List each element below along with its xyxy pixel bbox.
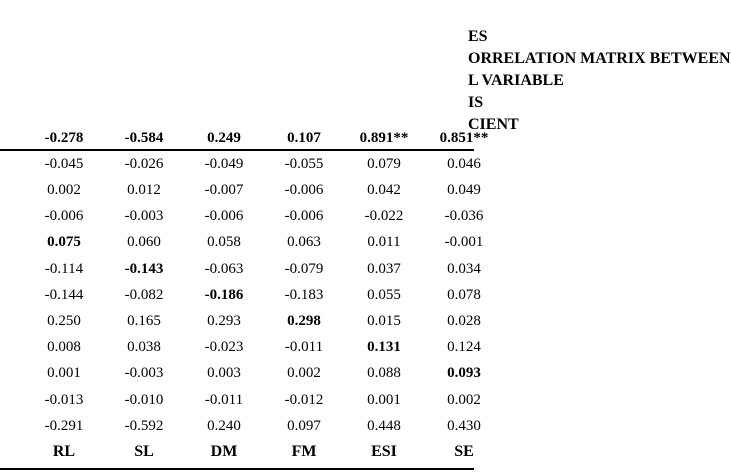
table-cell: 0.001: [367, 391, 401, 408]
table-cell: -0.079: [284, 260, 324, 277]
table-cell: 0.038: [127, 339, 161, 356]
table-cell: 0.079: [367, 155, 401, 172]
table-cell: -0.144: [44, 286, 84, 303]
caption-line: IS: [468, 93, 484, 111]
table-cell: -0.291: [44, 417, 84, 434]
table-cell: -0.063: [204, 260, 244, 277]
table-cell: 0.055: [367, 286, 401, 303]
table-cell: -0.045: [44, 155, 84, 172]
table-cell: 0.049: [447, 182, 481, 198]
table-cell: 0.131: [367, 339, 401, 356]
column-header-sl: SL: [134, 443, 154, 460]
table-cell: 0.249: [207, 129, 241, 146]
table-cell: 0.075: [47, 234, 81, 251]
table-cell: -0.183: [284, 286, 324, 303]
table-cell: 0.448: [367, 417, 401, 434]
table-cell: -0.026: [124, 155, 164, 172]
table-cell: -0.011: [284, 339, 324, 356]
table-cell: -0.001: [444, 234, 484, 251]
table-cell: 0.001: [47, 365, 81, 382]
table-cell: -0.006: [284, 182, 324, 198]
table-cell: 0.088: [367, 365, 401, 382]
table-cell: -0.006: [44, 208, 84, 225]
table-cell: 0.003: [207, 365, 241, 382]
table-cell: -0.006: [204, 208, 244, 225]
table-cell: 0.028: [447, 313, 481, 329]
table-cell: 0.012: [127, 182, 161, 198]
table-cell: 0.002: [47, 182, 81, 198]
table-cell: 0.124: [447, 339, 481, 356]
column-header-dm: DM: [210, 443, 238, 460]
table-cell: 0.097: [287, 417, 321, 434]
table-cell: 0.037: [367, 260, 401, 277]
table-cell: 0.063: [287, 234, 321, 251]
table-cell: -0.006: [284, 208, 324, 225]
table-cell: 0.011: [367, 234, 401, 251]
table-cell: 0.093: [447, 365, 481, 382]
caption-line: L VARIABLE: [468, 71, 564, 89]
table-cell: 0.107: [287, 129, 321, 146]
table-cell: 0.058: [207, 234, 241, 251]
column-header-se: SE: [454, 443, 474, 460]
table-cell: -0.584: [124, 129, 164, 146]
table-cell: 0.240: [207, 417, 241, 434]
table-cell: -0.013: [44, 391, 84, 408]
table-top-rule: [0, 468, 474, 470]
table-cell: -0.186: [204, 286, 244, 303]
table-cell: -0.012: [284, 391, 324, 408]
table-cell: 0.015: [367, 313, 401, 329]
table-cell: -0.278: [44, 129, 84, 146]
table-cell: 0.002: [287, 365, 321, 382]
caption-line: CIENT: [468, 115, 519, 133]
table-cell: -0.055: [284, 155, 324, 172]
column-header-esi: ESI: [371, 443, 397, 460]
table-cell: -0.036: [444, 208, 484, 225]
column-header-fm: FM: [291, 443, 317, 460]
table-cell: -0.011: [204, 391, 244, 408]
table-cell: -0.114: [44, 260, 84, 277]
table-cell: -0.007: [204, 182, 244, 198]
caption-line: ORRELATION MATRIX BETWEEN: [468, 49, 731, 67]
table-cell: 0.002: [447, 391, 481, 408]
table-cell: 0.165: [127, 313, 161, 329]
table-cell: 0.891**: [359, 129, 409, 146]
table-cell: 0.042: [367, 182, 401, 198]
table-cell: -0.022: [364, 208, 404, 225]
table-cell: -0.023: [204, 339, 244, 356]
table-cell: -0.049: [204, 155, 244, 172]
table-bottom-rule: [0, 149, 474, 151]
table-cell: -0.010: [124, 391, 164, 408]
table-cell: -0.003: [124, 208, 164, 225]
table-cell: -0.143: [124, 260, 164, 277]
table-cell: 0.046: [447, 155, 481, 172]
table-cell: 0.060: [127, 234, 161, 251]
caption-line: ES: [468, 27, 488, 45]
table-cell: -0.082: [124, 286, 164, 303]
table-cell: 0.293: [207, 313, 241, 329]
table-cell: 0.298: [287, 313, 321, 329]
table-cell: 0.008: [47, 339, 81, 356]
column-header-rl: RL: [52, 443, 76, 460]
table-cell: -0.003: [124, 365, 164, 382]
table-cell: 0.851**: [439, 129, 489, 146]
table-cell: 0.078: [447, 286, 481, 303]
table-cell: 0.034: [447, 260, 481, 277]
table-cell: 0.250: [47, 313, 81, 329]
table-cell: -0.592: [124, 417, 164, 434]
table-cell: 0.430: [447, 417, 481, 434]
